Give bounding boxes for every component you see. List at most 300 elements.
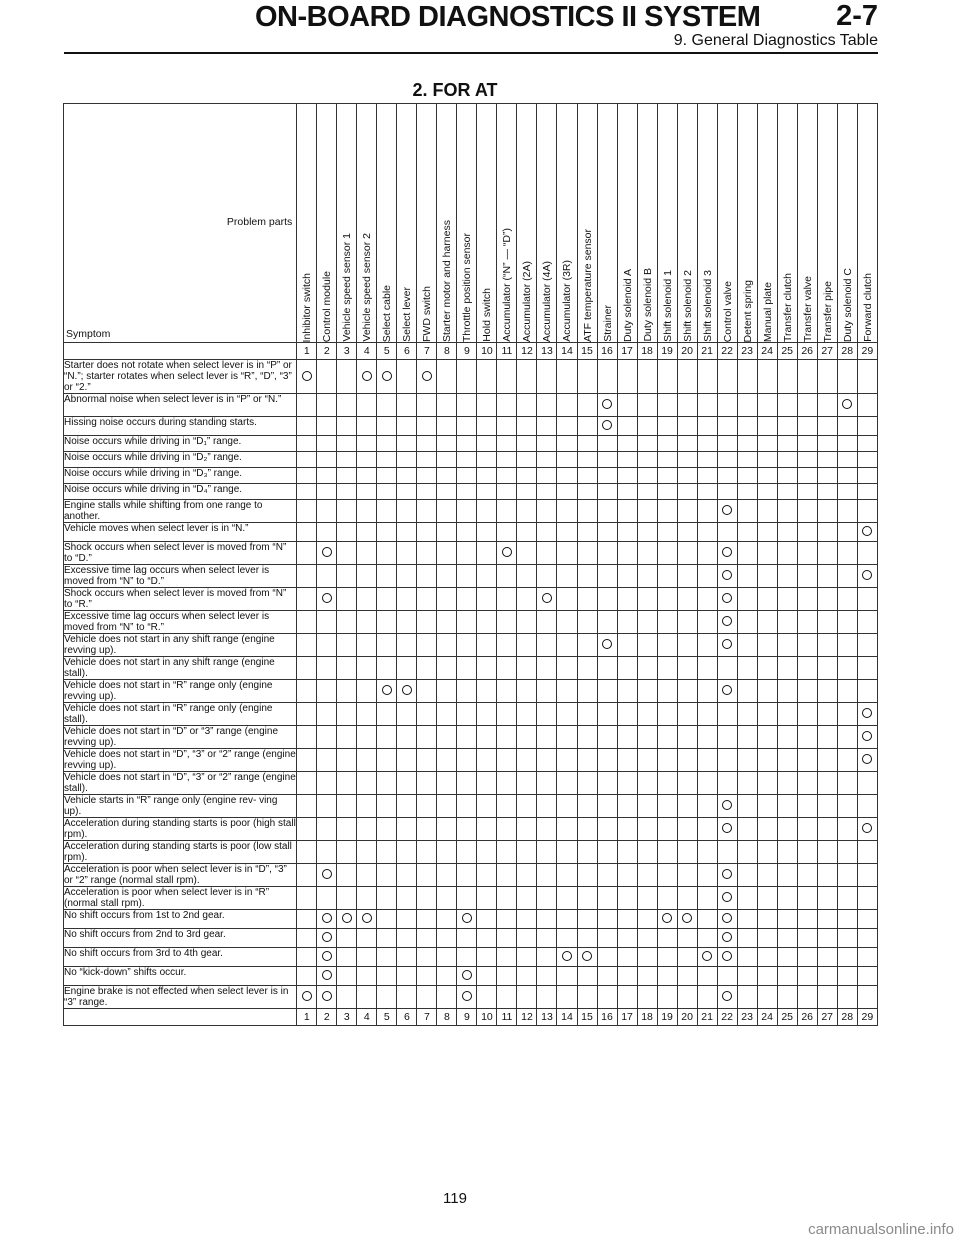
header-section-number: 2-7 bbox=[836, 0, 878, 32]
check-cell bbox=[857, 436, 877, 452]
symptom-label: Symptom bbox=[66, 328, 111, 340]
check-cell bbox=[297, 887, 317, 910]
check-cell bbox=[417, 818, 437, 841]
part-number: 20 bbox=[677, 343, 697, 360]
check-cell bbox=[857, 588, 877, 611]
check-cell bbox=[837, 772, 857, 795]
table-row bbox=[64, 394, 878, 417]
check-cell bbox=[537, 929, 557, 948]
check-cell bbox=[657, 484, 677, 500]
check-cell bbox=[697, 565, 717, 588]
check-cell bbox=[677, 417, 697, 436]
part-number: 2 bbox=[317, 343, 337, 360]
diagnostics-table bbox=[63, 103, 878, 1026]
check-cell bbox=[757, 887, 777, 910]
part-number: 22 bbox=[717, 1009, 737, 1026]
check-cell bbox=[437, 484, 457, 500]
check-cell bbox=[337, 611, 357, 634]
part-header bbox=[497, 104, 517, 343]
part-number: 19 bbox=[657, 1009, 677, 1026]
check-cell bbox=[637, 360, 657, 394]
check-cell bbox=[397, 726, 417, 749]
check-cell bbox=[577, 565, 597, 588]
symptom-cell: Abnormal noise when select lever is in “P” or “N.” bbox=[64, 394, 297, 417]
symptom-cell: Noise occurs while driving in “D₂” range. bbox=[64, 452, 297, 468]
part-name: Vehicle speed sensor 2 bbox=[361, 233, 374, 342]
check-cell bbox=[857, 772, 877, 795]
check-cell bbox=[457, 484, 477, 500]
check-cell bbox=[557, 910, 577, 929]
check-cell bbox=[577, 417, 597, 436]
check-cell bbox=[837, 795, 857, 818]
check-cell bbox=[677, 841, 697, 864]
check-cell bbox=[497, 887, 517, 910]
check-cell bbox=[437, 611, 457, 634]
check-cell bbox=[517, 948, 537, 967]
check-cell bbox=[357, 841, 377, 864]
part-number: 17 bbox=[617, 343, 637, 360]
check-cell bbox=[437, 948, 457, 967]
table-row bbox=[64, 417, 878, 436]
check-cell bbox=[497, 394, 517, 417]
check-cell bbox=[297, 634, 317, 657]
check-cell bbox=[517, 436, 537, 452]
header-rule bbox=[64, 52, 878, 54]
check-cell bbox=[397, 360, 417, 394]
check-cell bbox=[517, 929, 537, 948]
part-number: 22 bbox=[717, 343, 737, 360]
check-cell bbox=[837, 749, 857, 772]
check-cell bbox=[697, 887, 717, 910]
check-cell bbox=[597, 967, 617, 986]
check-cell bbox=[857, 657, 877, 680]
table-row bbox=[64, 929, 878, 948]
check-cell bbox=[617, 749, 637, 772]
check-cell bbox=[597, 818, 617, 841]
check-cell bbox=[717, 657, 737, 680]
check-cell bbox=[677, 910, 697, 929]
check-cell bbox=[817, 680, 837, 703]
check-cell bbox=[837, 887, 857, 910]
circle-mark-icon bbox=[582, 951, 592, 961]
check-cell bbox=[517, 795, 537, 818]
check-cell bbox=[817, 394, 837, 417]
check-cell bbox=[397, 523, 417, 542]
check-cell bbox=[497, 795, 517, 818]
part-number: 5 bbox=[377, 1009, 397, 1026]
check-cell bbox=[317, 887, 337, 910]
check-cell bbox=[417, 967, 437, 986]
check-cell bbox=[417, 611, 437, 634]
check-cell bbox=[477, 360, 497, 394]
circle-mark-icon bbox=[862, 823, 872, 833]
table-row bbox=[64, 436, 878, 452]
circle-mark-icon bbox=[722, 505, 732, 515]
check-cell bbox=[717, 887, 737, 910]
part-name: Control module bbox=[321, 270, 334, 342]
part-name: Hold switch bbox=[481, 288, 494, 342]
check-cell bbox=[777, 452, 797, 468]
circle-mark-icon bbox=[462, 913, 472, 923]
check-cell bbox=[837, 542, 857, 565]
part-name: ATF temperature sensor bbox=[581, 228, 594, 342]
check-cell bbox=[497, 542, 517, 565]
symptom-cell: Vehicle does not start in “R” range only (engine revving up). bbox=[64, 680, 297, 703]
check-cell bbox=[377, 703, 397, 726]
check-cell bbox=[717, 749, 737, 772]
check-cell bbox=[577, 795, 597, 818]
check-cell bbox=[397, 948, 417, 967]
check-cell bbox=[537, 452, 557, 468]
check-cell bbox=[477, 657, 497, 680]
symptom-cell: Vehicle does not start in any shift range (engine stall). bbox=[64, 657, 297, 680]
part-header bbox=[577, 104, 597, 343]
check-cell bbox=[677, 986, 697, 1009]
circle-mark-icon bbox=[862, 570, 872, 580]
check-cell bbox=[677, 523, 697, 542]
check-cell bbox=[637, 634, 657, 657]
check-cell bbox=[857, 565, 877, 588]
check-cell bbox=[797, 703, 817, 726]
check-cell bbox=[477, 772, 497, 795]
check-cell bbox=[737, 484, 757, 500]
circle-mark-icon bbox=[722, 547, 732, 557]
check-cell bbox=[457, 452, 477, 468]
check-cell bbox=[437, 565, 457, 588]
symptom-cell: Noise occurs while driving in “D₄” range. bbox=[64, 484, 297, 500]
check-cell bbox=[797, 967, 817, 986]
circle-mark-icon bbox=[722, 639, 732, 649]
check-cell bbox=[577, 657, 597, 680]
check-cell bbox=[757, 417, 777, 436]
check-cell bbox=[637, 818, 657, 841]
part-name: Transfer valve bbox=[801, 275, 814, 342]
part-number: 11 bbox=[497, 1009, 517, 1026]
check-cell bbox=[457, 818, 477, 841]
circle-mark-icon bbox=[722, 800, 732, 810]
circle-mark-icon bbox=[842, 399, 852, 409]
part-name: Duty solenoid C bbox=[841, 267, 854, 342]
check-cell bbox=[417, 565, 437, 588]
circle-mark-icon bbox=[862, 526, 872, 536]
part-number: 23 bbox=[737, 1009, 757, 1026]
circle-mark-icon bbox=[682, 913, 692, 923]
check-cell bbox=[377, 929, 397, 948]
check-cell bbox=[357, 565, 377, 588]
table-row bbox=[64, 657, 878, 680]
part-header bbox=[437, 104, 457, 343]
check-cell bbox=[577, 841, 597, 864]
check-cell bbox=[757, 588, 777, 611]
check-cell bbox=[557, 986, 577, 1009]
check-cell bbox=[377, 680, 397, 703]
check-cell bbox=[557, 841, 577, 864]
check-cell bbox=[317, 588, 337, 611]
check-cell bbox=[657, 726, 677, 749]
check-cell bbox=[357, 484, 377, 500]
check-cell bbox=[497, 680, 517, 703]
check-cell bbox=[517, 542, 537, 565]
circle-mark-icon bbox=[382, 685, 392, 695]
check-cell bbox=[697, 657, 717, 680]
check-cell bbox=[677, 680, 697, 703]
check-cell bbox=[557, 795, 577, 818]
circle-mark-icon bbox=[662, 913, 672, 923]
part-number: 7 bbox=[417, 1009, 437, 1026]
symptom-cell: Vehicle starts in “R” range only (engine rev- ving up). bbox=[64, 795, 297, 818]
check-cell bbox=[297, 523, 317, 542]
check-cell bbox=[677, 929, 697, 948]
check-cell bbox=[357, 417, 377, 436]
check-cell bbox=[817, 887, 837, 910]
check-cell bbox=[797, 887, 817, 910]
part-name: Accumulator (2A) bbox=[521, 260, 534, 342]
check-cell bbox=[817, 948, 837, 967]
check-cell bbox=[797, 795, 817, 818]
check-cell bbox=[377, 523, 397, 542]
check-cell bbox=[577, 910, 597, 929]
check-cell bbox=[797, 611, 817, 634]
table-corner-cell bbox=[64, 104, 297, 343]
check-cell bbox=[817, 967, 837, 986]
check-cell bbox=[577, 634, 597, 657]
check-cell bbox=[777, 929, 797, 948]
check-cell bbox=[617, 611, 637, 634]
check-cell bbox=[357, 967, 377, 986]
check-cell bbox=[537, 588, 557, 611]
check-cell bbox=[777, 726, 797, 749]
part-number: 4 bbox=[357, 1009, 377, 1026]
part-header bbox=[477, 104, 497, 343]
check-cell bbox=[537, 726, 557, 749]
check-cell bbox=[557, 452, 577, 468]
check-cell bbox=[677, 967, 697, 986]
check-cell bbox=[417, 657, 437, 680]
check-cell bbox=[777, 634, 797, 657]
check-cell bbox=[857, 500, 877, 523]
check-cell bbox=[377, 657, 397, 680]
check-cell bbox=[817, 818, 837, 841]
check-cell bbox=[797, 523, 817, 542]
check-cell bbox=[457, 542, 477, 565]
check-cell bbox=[297, 657, 317, 680]
part-header bbox=[597, 104, 617, 343]
check-cell bbox=[837, 523, 857, 542]
circle-mark-icon bbox=[562, 951, 572, 961]
check-cell bbox=[417, 500, 437, 523]
symptom-cell: Vehicle does not start in “D” or “3” range (engine revving up). bbox=[64, 726, 297, 749]
check-cell bbox=[577, 818, 597, 841]
check-cell bbox=[577, 500, 597, 523]
check-cell bbox=[857, 967, 877, 986]
check-cell bbox=[617, 484, 637, 500]
check-cell bbox=[537, 910, 557, 929]
check-cell bbox=[397, 795, 417, 818]
check-cell bbox=[537, 565, 557, 588]
check-cell bbox=[297, 452, 317, 468]
check-cell bbox=[857, 634, 877, 657]
check-cell bbox=[517, 565, 537, 588]
check-cell bbox=[417, 841, 437, 864]
check-cell bbox=[397, 588, 417, 611]
check-cell bbox=[417, 634, 437, 657]
table-row bbox=[64, 910, 878, 929]
check-cell bbox=[637, 795, 657, 818]
check-cell bbox=[477, 542, 497, 565]
check-cell bbox=[857, 818, 877, 841]
check-cell bbox=[817, 910, 837, 929]
check-cell bbox=[817, 634, 837, 657]
check-cell bbox=[377, 634, 397, 657]
check-cell bbox=[457, 436, 477, 452]
check-cell bbox=[597, 360, 617, 394]
check-cell bbox=[597, 929, 617, 948]
part-header bbox=[317, 104, 337, 343]
check-cell bbox=[697, 484, 717, 500]
check-cell bbox=[337, 986, 357, 1009]
circle-mark-icon bbox=[322, 593, 332, 603]
check-cell bbox=[797, 818, 817, 841]
check-cell bbox=[857, 542, 877, 565]
check-cell bbox=[817, 726, 837, 749]
page-title: 2. FOR AT bbox=[412, 80, 498, 100]
check-cell bbox=[497, 588, 517, 611]
check-cell bbox=[397, 500, 417, 523]
check-cell bbox=[377, 795, 397, 818]
check-cell bbox=[657, 588, 677, 611]
check-cell bbox=[657, 929, 677, 948]
check-cell bbox=[657, 818, 677, 841]
check-cell bbox=[817, 841, 837, 864]
check-cell bbox=[737, 864, 757, 887]
check-cell bbox=[797, 452, 817, 468]
check-cell bbox=[357, 818, 377, 841]
check-cell bbox=[537, 611, 557, 634]
check-cell bbox=[297, 795, 317, 818]
check-cell bbox=[297, 986, 317, 1009]
check-cell bbox=[617, 417, 637, 436]
check-cell bbox=[317, 417, 337, 436]
check-cell bbox=[297, 436, 317, 452]
check-cell bbox=[777, 360, 797, 394]
check-cell bbox=[477, 468, 497, 484]
check-cell bbox=[377, 749, 397, 772]
check-cell bbox=[337, 887, 357, 910]
check-cell bbox=[737, 523, 757, 542]
check-cell bbox=[797, 841, 817, 864]
check-cell bbox=[717, 500, 737, 523]
check-cell bbox=[457, 887, 477, 910]
check-cell bbox=[817, 588, 837, 611]
check-cell bbox=[817, 500, 837, 523]
check-cell bbox=[417, 680, 437, 703]
check-cell bbox=[417, 417, 437, 436]
check-cell bbox=[737, 986, 757, 1009]
check-cell bbox=[477, 818, 497, 841]
part-name: Vehicle speed sensor 1 bbox=[341, 233, 354, 342]
check-cell bbox=[697, 360, 717, 394]
check-cell bbox=[677, 726, 697, 749]
check-cell bbox=[737, 417, 757, 436]
check-cell bbox=[697, 726, 717, 749]
part-name: Duty solenoid A bbox=[621, 269, 634, 342]
check-cell bbox=[837, 452, 857, 468]
check-cell bbox=[757, 657, 777, 680]
part-number: 18 bbox=[637, 1009, 657, 1026]
check-cell bbox=[517, 500, 537, 523]
check-cell bbox=[617, 565, 637, 588]
check-cell bbox=[677, 611, 697, 634]
check-cell bbox=[517, 986, 537, 1009]
check-cell bbox=[497, 864, 517, 887]
check-cell bbox=[677, 795, 697, 818]
circle-mark-icon bbox=[402, 685, 412, 695]
part-number: 13 bbox=[537, 343, 557, 360]
check-cell bbox=[857, 749, 877, 772]
check-cell bbox=[597, 749, 617, 772]
check-cell bbox=[297, 468, 317, 484]
check-cell bbox=[397, 436, 417, 452]
part-number: 26 bbox=[797, 1009, 817, 1026]
check-cell bbox=[377, 394, 397, 417]
check-cell bbox=[477, 634, 497, 657]
check-cell bbox=[837, 726, 857, 749]
part-number: 23 bbox=[737, 343, 757, 360]
check-cell bbox=[717, 929, 737, 948]
check-cell bbox=[337, 468, 357, 484]
circle-mark-icon bbox=[542, 593, 552, 603]
check-cell bbox=[397, 680, 417, 703]
check-cell bbox=[537, 394, 557, 417]
check-cell bbox=[697, 611, 717, 634]
circle-mark-icon bbox=[462, 991, 472, 1001]
symptom-cell: No shift occurs from 1st to 2nd gear. bbox=[64, 910, 297, 929]
part-name: Accumulator (4A) bbox=[541, 260, 554, 342]
check-cell bbox=[597, 500, 617, 523]
check-cell bbox=[437, 634, 457, 657]
check-cell bbox=[397, 417, 417, 436]
check-cell bbox=[317, 864, 337, 887]
check-cell bbox=[657, 523, 677, 542]
part-number: 7 bbox=[417, 343, 437, 360]
part-header bbox=[457, 104, 477, 343]
check-cell bbox=[377, 726, 397, 749]
table-row bbox=[64, 948, 878, 967]
check-cell bbox=[577, 611, 597, 634]
check-cell bbox=[297, 818, 317, 841]
check-cell bbox=[597, 726, 617, 749]
table-row bbox=[64, 726, 878, 749]
check-cell bbox=[597, 772, 617, 795]
check-cell bbox=[377, 986, 397, 1009]
symptom-cell: Vehicle moves when select lever is in “N.” bbox=[64, 523, 297, 542]
check-cell bbox=[617, 588, 637, 611]
check-cell bbox=[317, 795, 337, 818]
check-cell bbox=[377, 542, 397, 565]
check-cell bbox=[377, 468, 397, 484]
check-cell bbox=[617, 523, 637, 542]
check-cell bbox=[697, 542, 717, 565]
check-cell bbox=[557, 818, 577, 841]
check-cell bbox=[537, 772, 557, 795]
check-cell bbox=[857, 468, 877, 484]
check-cell bbox=[837, 703, 857, 726]
check-cell bbox=[377, 967, 397, 986]
check-cell bbox=[537, 468, 557, 484]
check-cell bbox=[797, 948, 817, 967]
check-cell bbox=[577, 680, 597, 703]
check-cell bbox=[397, 611, 417, 634]
